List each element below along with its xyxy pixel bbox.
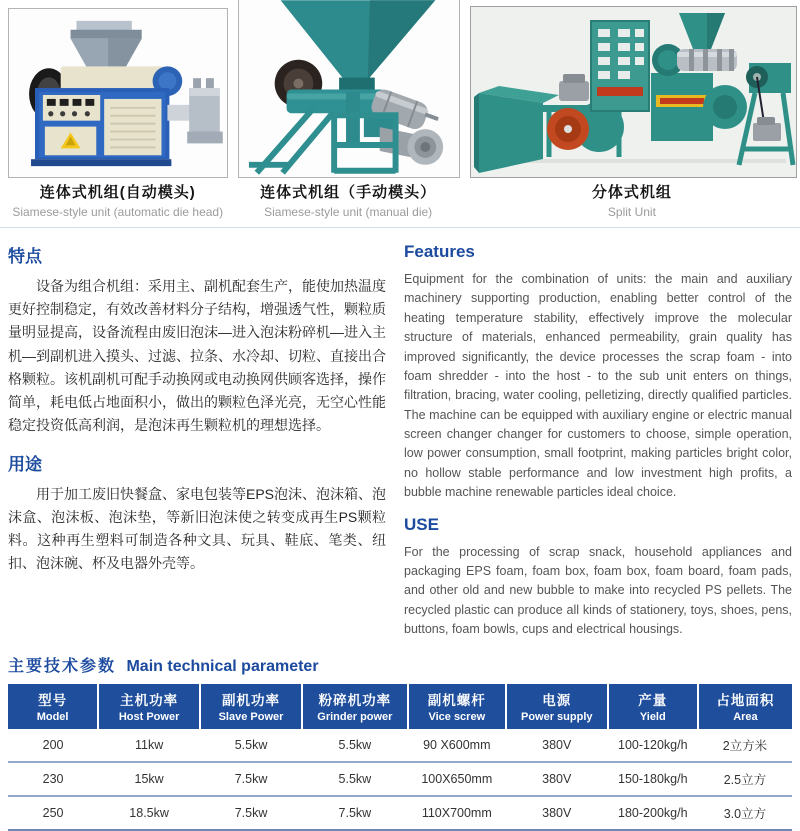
spec-cell: 5.5kw [338, 772, 372, 787]
siamese-manual-illustration [239, 0, 459, 177]
product-captions-row [0, 178, 800, 219]
spec-cell: 11kw [134, 738, 164, 753]
spec-row [8, 762, 792, 796]
spec-row [8, 796, 792, 830]
spec-table-body [8, 729, 792, 830]
product-title-zh: 连体式机组(自动模头) [39, 184, 196, 201]
spec-cell: 2立方米 [722, 739, 768, 754]
spec-col-header: 产量 Yield [608, 684, 698, 729]
spec-cell: 3.0立方 [723, 807, 767, 822]
spec-table-header [8, 684, 792, 729]
spec-cell: 5.5kw [234, 738, 268, 753]
spec-cell: 200 [42, 738, 64, 753]
spec-cell: 7.5kw [234, 806, 268, 821]
spec-col-header: 主机功率 Host Power [98, 684, 200, 729]
spec-cell: 380V [542, 738, 572, 753]
use-en-body: For the processing of scrap snack, household appliances and packaging EPS foam, foam box, foam box, foam board, foam pads, and other old and new bubble to make into recycled PS pellets. The recycled plastic can produce all kinds of stationery, toys, shoes, pens, buttons, foam bowls, cups and electrical housings. [404, 544, 792, 636]
description-section [0, 228, 800, 651]
english-column [404, 238, 792, 651]
table-heading [0, 651, 800, 684]
spec-cell: 150-180kg/h [618, 772, 688, 787]
product-title-zh: 连体式机组（手动模头） [260, 184, 437, 201]
spec-col-header: 副机螺杆 Vice screw [408, 684, 506, 729]
spec-col-header: 电源 Power supply [506, 684, 608, 729]
spec-cell: 7.5kw [234, 772, 268, 787]
photo-siamese-manual [238, 0, 460, 178]
spec-cell: 5.5kw [338, 738, 372, 753]
use-zh-body: 用于加工废旧快餐盒、家电包装等EPS泡沫、泡沫箱、泡沫盒、泡沫板、泡沫垫，等新旧泡沫使之转变成再生PS颗粒料。这种再生塑料可制造各种文具、玩具、鞋底、笔类、纽扣、泡沫碗、杯及电器外壳等。 [8, 485, 387, 572]
features-en-body: Equipment for the combination of units: the main and auxiliary machinery supporting production, enabling better control of the heating temperature stability, effectively improve the molecular structure of materials, enhanced permeability, grain quality has improved significantly, the device processes the scrap foam - into foam shredder - into the host - to the sub unit enters on things, filtration, bracing, water cooling, pelletizing, directly qualified particles. The machine can be equipped with auxiliary engine or electric manual screen changer changer for customers to choose, simple operation, low power consumption, small footprint, making particles bright color, no hollow stable performance and low investment high profits, a bubble machine renewable particles ideal choice. [404, 272, 792, 500]
spec-col-header: 粉碎机功率 Grinder power [302, 684, 408, 729]
spec-cell: 100X650mm [421, 772, 493, 787]
product-caption [8, 181, 227, 219]
siamese-auto-illustration [9, 9, 227, 177]
product-title-zh: 分体式机组 [591, 184, 672, 201]
split-unit-illustration [471, 7, 796, 177]
use-en-heading: USE [404, 514, 439, 534]
spec-table [8, 684, 792, 831]
spec-cell: 100-120kg/h [618, 738, 688, 753]
spec-col-header: 型号 Model [8, 684, 98, 729]
features-zh-heading: 特点 [8, 247, 42, 266]
spec-cell: 110X700mm [421, 806, 492, 821]
spec-cell: 18.5kw [129, 806, 169, 821]
table-heading-en: Main technical parameter [126, 658, 319, 676]
spec-cell: 7.5kw [338, 806, 372, 821]
product-title-en: Split Unit [607, 205, 656, 219]
product-caption [237, 181, 458, 219]
product-caption [469, 181, 795, 219]
spec-header-row [8, 684, 792, 729]
spec-col-header: 占地面积 Area [698, 684, 792, 729]
spec-cell: 180-200kg/h [618, 806, 688, 821]
photo-siamese-auto [8, 8, 228, 178]
spec-cell: 380V [542, 772, 572, 787]
spec-cell: 90 X600mm [423, 738, 491, 753]
features-en-heading: Features [404, 242, 475, 261]
spec-row [8, 729, 792, 762]
spec-cell: 380V [542, 806, 572, 821]
product-photos-row [0, 0, 800, 178]
photo-split-unit [470, 6, 797, 178]
spec-col-header: 副机功率 Slave Power [200, 684, 302, 729]
spec-cell: 2.5立方 [723, 773, 767, 788]
spec-cell: 230 [42, 772, 64, 787]
spec-cell: 15kw [134, 772, 164, 787]
chinese-column [8, 238, 386, 651]
table-heading-zh: 主要技术参数 [8, 658, 117, 676]
product-title-en: Siamese-style unit (manual die) [264, 205, 433, 219]
use-zh-heading: 用途 [8, 454, 42, 474]
features-zh-body: 设备为组合机组：采用主、副机配套生产，能使加热温度更好控制稳定，有效改善材料分子结构，增强透气性，颗粒质量明显提高，设备流程由废旧泡沫—进入泡沫粉碎机—进入主机—到副机进入摸头、过滤、拉条、水冷却、切粒、直接出合格颗粒。该机副机可配手动换网或电动换网供顾客选择，操作简单，耗电低占地面积小，做出的颗粒色泽光亮，无空心性能稳定投资低高利润，是泡沫再生颗粒机的理想选择。 [8, 278, 386, 434]
product-title-en: Siamese-style unit (automatic die head) [12, 205, 224, 219]
spec-cell: 250 [42, 806, 64, 821]
